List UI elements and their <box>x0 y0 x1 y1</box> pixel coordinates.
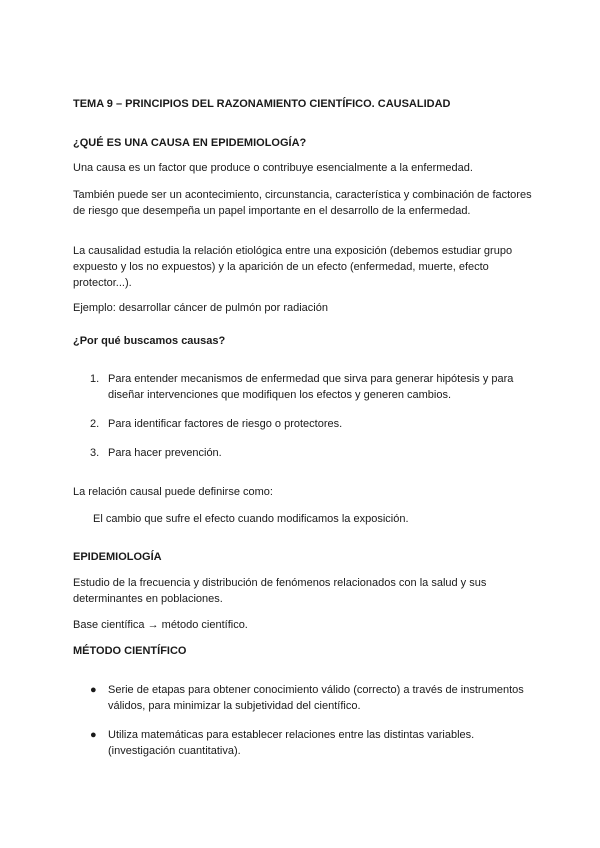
list-item <box>73 416 533 432</box>
section-heading-epidemiologia: EPIDEMIOLOGÍA <box>73 551 162 563</box>
list-number: 2. <box>90 418 100 430</box>
list-number: 3. <box>90 447 100 459</box>
paragraph: Ejemplo: desarrollar cáncer de pulmón por radiación <box>73 302 328 314</box>
list-item-text: Utiliza matemáticas para establecer relaciones entre las distintas variables. (investigación cuantitativa). <box>108 729 475 757</box>
paragraph: Estudio de la frecuencia y distribución de fenómenos relacionados con la salud y sus determinantes en poblaciones. <box>73 577 487 605</box>
bullet-list <box>73 682 533 759</box>
list-item <box>73 445 533 461</box>
list-item-text: Para entender mecanismos de enfermedad que sirva para generar hipótesis y para diseñar intervenciones que modifiquen los efectos y generen cambios. <box>108 373 514 401</box>
paragraph: Base científica → método científico. <box>73 619 248 631</box>
list-number: 1. <box>90 373 100 385</box>
paragraph: La causalidad estudia la relación etiológica entre una exposición (debemos estudiar grupo expuesto y los no expuestos) y la aparición de un efecto (enfermedad, muerte, efecto protector...). <box>73 245 513 289</box>
list-item <box>73 727 533 759</box>
section-heading-por-que: ¿Por qué buscamos causas? <box>73 335 226 347</box>
paragraph: La relación causal puede definirse como: <box>73 486 273 498</box>
bullet-dot-icon: ● <box>90 729 97 741</box>
list-item <box>73 371 533 403</box>
bullet-dot-icon: ● <box>90 684 97 696</box>
list-item <box>73 682 533 714</box>
paragraph: Una causa es un factor que produce o contribuye esencialmente a la enfermedad. <box>73 162 473 174</box>
section-heading-causa: ¿QUÉ ES UNA CAUSA EN EPIDEMIOLOGÍA? <box>73 137 307 149</box>
list-item-text: Serie de etapas para obtener conocimiento válido (correcto) a través de instrumentos válidos, para minimizar la subjetividad del científico. <box>108 684 524 712</box>
numbered-list <box>73 371 533 461</box>
document-title: TEMA 9 – PRINCIPIOS DEL RAZONAMIENTO CIENTÍFICO. CAUSALIDAD <box>73 98 451 110</box>
list-item-text: Para identificar factores de riesgo o protectores. <box>108 418 343 430</box>
section-heading-metodo: MÉTODO CIENTÍFICO <box>73 645 187 657</box>
indented-definition: El cambio que sufre el efecto cuando modificamos la exposición. <box>93 513 409 525</box>
list-item-text: Para hacer prevención. <box>108 447 222 459</box>
paragraph: También puede ser un acontecimiento, circunstancia, característica y combinación de factores de riesgo que desempeña un papel importante en el desarrollo de la enfermedad. <box>73 189 532 217</box>
